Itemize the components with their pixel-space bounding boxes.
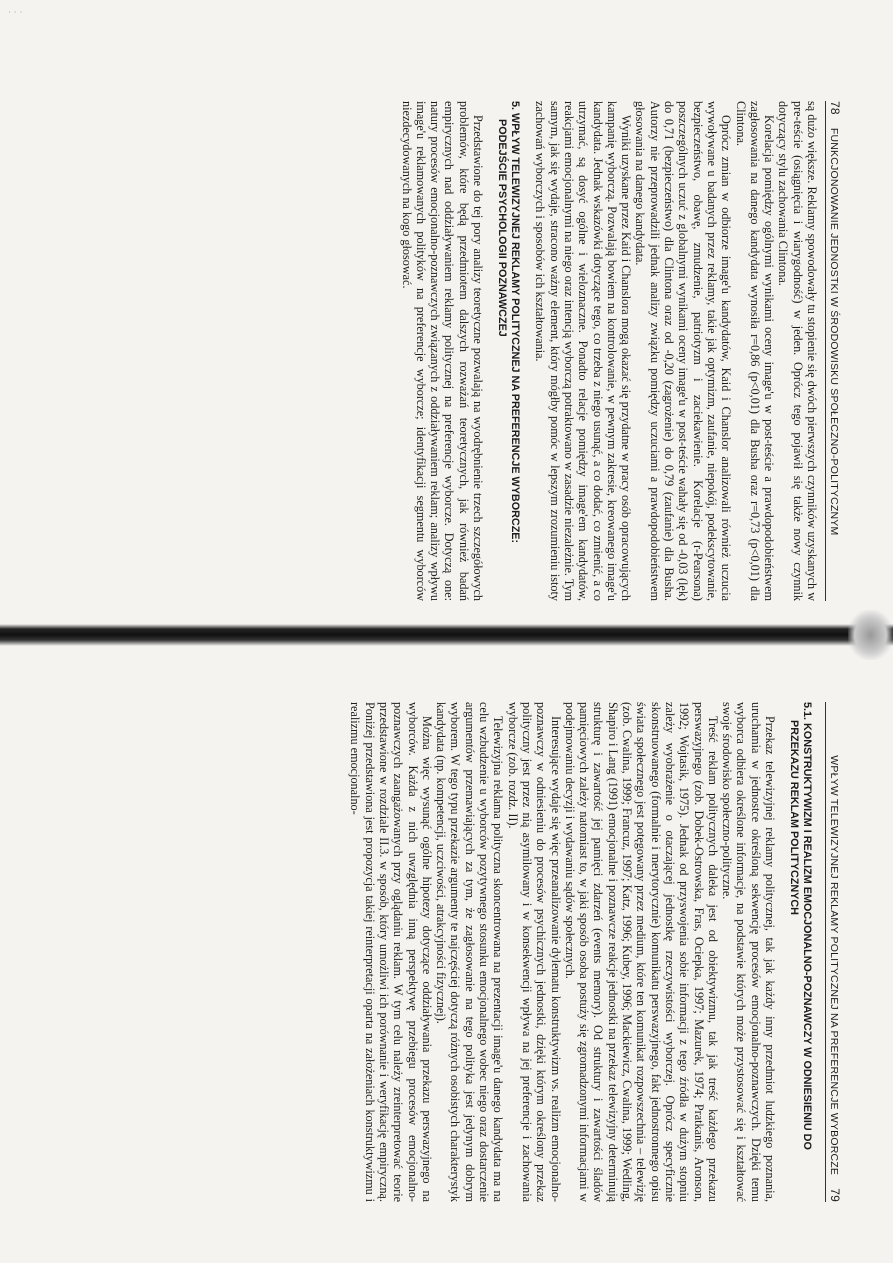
left-running-header [825, 101, 842, 601]
scan-mark: · · · [8, 8, 23, 18]
left-page-number: 78 [828, 101, 842, 115]
left-paragraph-3: Oprócz zmian w odbiorze image'u kandydatów, Kaid i Chanslor analizowali również uczucia wywoływane u badanych przez reklamy, takie jak optymizm, zaufanie, niepokój, podekscytowanie, bezpieczeństwo, obawę, zmudzenie, patriotyzm i zaciekawienie. Korelacje (r-Pearsona) poszczególnych uczuć z globalnymi wynikami oceny image'u w post-teście wahały się od -0,03 (lęk) do 0,71 (bezpieczeństwo) dla Clintona oraz od -0,20 (zagrożenie) do 0,79 (zaufanie) dla Busha. Autorzy nie przeprowadzili jednak analizy związku pomiędzy uczuciami a prawdopodobieństwem głosowania na danego kandydata. [633, 101, 734, 601]
right-page [92, 702, 842, 1202]
left-section-heading: 5. WPŁYW TELEWIZYJNEJ REKLAMY POLITYCZNEJ NA PREFERENCJE WYBORCZE: PODEJŚCIE PSYCHOLOGII POZNAWCZEJ [496, 101, 522, 544]
right-running-header [825, 702, 842, 1202]
book-spine [0, 624, 893, 646]
right-header-title: WPŁYW TELEWIZYJNEJ REKLAMY POLITYCZNEJ NA PREFERENCJE WYBORCZE [828, 755, 840, 1176]
right-section-heading: 5.1. KONSTRUKTYWIZM I REALIZM EMOCJONALNO-POZNAWCZY W ODNIESIENIU DO PRZEKAZU REKLAM POLITYCZNYCH [788, 702, 813, 1150]
left-paragraph-1: są dużo większe. Reklamy spowodowały tu stopienie się dwóch pierwszych czynników uzyskanych w pre-teście (osiągnięcia i wiarygodność) w jeden. Oprócz tego pojawił się także nowy czynnik dotyczący stylu zachowania Clintona. [776, 101, 819, 601]
spine-shadow [848, 610, 893, 660]
left-header-title: FUNKCJONOWANIE JEDNOSTKI W ŚRODOWISKU SPOŁECZNO-POLITYCZNYM [828, 127, 840, 536]
right-paragraph-3: Interesujące wydaje się więc przeanalizowanie dylematu konstruktywizm vs. realizm emocjonalno-poznawczy w odniesieniu do procesów psychicznych jednostki, dzięki którym określony przekaz polityczny jest przez nią asymilowany i w konsekwencji wpływa na jej preferencje i zachowania wyborcze (zob. rozdz. II). [505, 702, 563, 1202]
right-paragraph-2: Treść reklam politycznych daleka jest od obiektywizmu, tak jak treść każdego przekazu perswazyjnego (zob. Dobek-Ostrowska, Fras, Ociepka, 1997; Mazurek, 1974; Pratkanis, Aronson, 1992; Wojtasik, 1975). Jednak od przyswojenia sobie informacji z tego źródła w dużym stopniu zależy wyobrażenie o otaczającej jednostkę rzeczywistości wyborczej. Oprócz specyficznie skonstruowanego (formalnie i merytorycznie) komunikatu perswazyjnego, fakt jednostronnego opisu świata społecznego jest potęgowany przez medium, które ten komunikat rozpowszechnia – telewizję (zob. Cwalina, 1999; Francuz, 1997; Katz, 1996; Kubey, 1996; Mackiewicz, Cwalina, 1999; Wedling, Shapiro i Lang (1991) emocjonalne i poznawcze reakcje jednostki na przekaz telewizyjny determinują strukturę i zawartość jej pamięci zdarzeń (events memory). Od struktury i zawartości śladów pamięciowych zależy natomiast to, w jaki sposób osoba postuży się zgromadzonymi informacjami w podejmowaniu decyzji i wydawaniu sądów społecznych. [562, 702, 720, 1202]
left-paragraph-4: Wyniki uzyskane przez Kaid i Chanslora mogą okazać się przydatne w pracy osób opracowujących kampanię wyborczą. Pozwalają bowiem na kontrolowanie, w pewnym zakresie, kreowanego image'u kandydata. Jednak wskazówki dotyczące tego, co trzeba z niego usunąć, a co dodać, co zmienić, a co utrzymać, są dosyć ogólne i wieloznaczne. Ponadto relacje pomiędzy image'em kandydatów, reakcjami emocjonalnymi na niego oraz intencją wyborczą potraktowano w zasadzie niezależnie. Tym samym, jak się wydaje, stracono ważny element, który mógłby pomóc w lepszym zrozumieniu istoty zachowań wyborczych i sposobów ich kształtowania. [533, 101, 634, 601]
right-page-number: 79 [828, 1188, 842, 1202]
right-paragraph-4: Telewizyjna reklama polityczna skoncentrowana na prezentacji image'u danego kandydata ma na celu wzbudzenie u wyborców pozytywnego stosunku emocjonalnego wobec niego oraz dostarczenie argumentów przemawiających za tym, że zagłosowanie na tego polityka jest jedynym dobrym wyborem. W tego typu przekazie argumenty te najczęściej dotyczą różnych osobistych charakterystyk kandydata (np. kompetencji, uczciwości, atrakcyjności fizycznej). [434, 702, 506, 1202]
left-page [122, 101, 842, 601]
left-section-paragraph: Przedstawione do tej pory analizy teoretyczne pozwalają na wyodrębnienie trzech szczegółowych problemów, które będą przedmiotem dalszych rozważań teoretycznych, jak również badań empirycznych nad oddziaływaniem reklamy politycznej na preferencje wyborcze. Dotyczą one: natury procesów emocjonalno-poznawczych związanych z oddziaływaniem reklam; analizy wpływu image'u reklamowanych polityków na preferencje wyborcze; identyfikacji segmentu wyborców niezdecydowanych na kogo głosować. [399, 101, 486, 601]
left-paragraph-2: Korelacja pomiędzy ogólnymi wynikami oceny image'u w post-teście a prawdopodobieństwem zagłosowania na danego kandydata wynosiła r=0,86 (p<0,01) dla Busha oraz r=0,73 (p<0,01) dla Clintona. [733, 101, 777, 601]
right-paragraph-1: Przekaz telewizyjnej reklamy politycznej, tak jak każdy inny przedmiot ludzkiego poznania, uruchamia w jednostce określoną sekwencję procesów emocjonalno-poznawczych. Dzięki temu wyborca odbiera określone informacje, na podstawie których może przystosować się i kształtować swoje środowisko społeczno-polityczne. [720, 702, 777, 1202]
right-paragraph-5: Można więc wysunąć ogólne hipotezy dotyczące oddziaływania przekazu perswazyjnego na wyborców. Każda z nich uwzględnia inną perspektywę przebiegu procesów emocjonalno-poznawczych zaangażowanych przy oglądaniu reklam. W tym celu należy zreinterpretować teorie przedstawione w rozdziale II.3. w sposób, który umożliwi ich porównanie i weryfikację empiryczną. Poniżej przedstawiona jest propozycja takiej reinterpretacji oparta na założeniach konstruktywizmu i realizmu emocjonalno- [348, 702, 434, 1202]
